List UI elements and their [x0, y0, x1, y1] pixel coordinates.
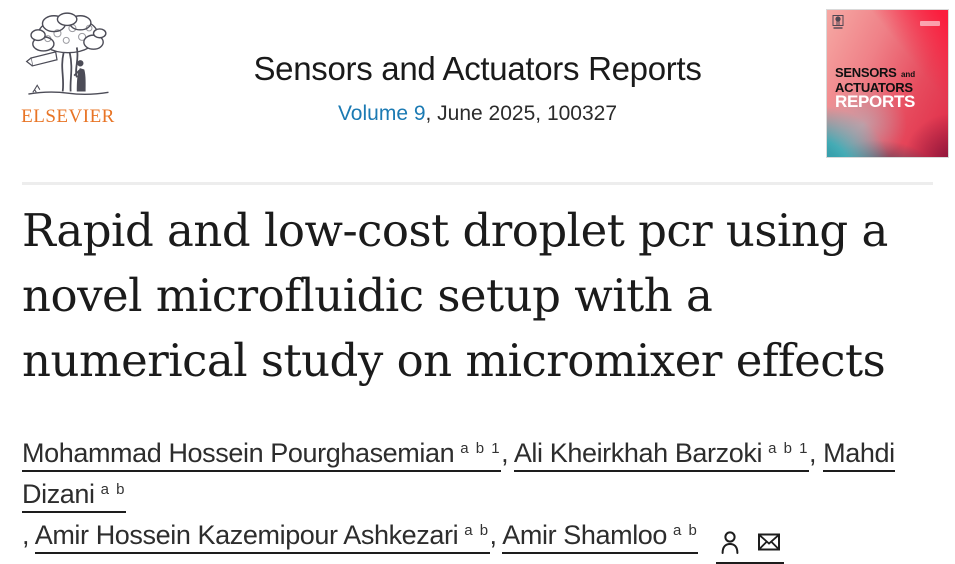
cover-issue-text	[920, 21, 940, 26]
cover-journal-title	[835, 65, 916, 111]
person-icon[interactable]	[718, 529, 742, 555]
cover-word-actuators: ACTUATORS	[835, 80, 913, 95]
elsevier-logo-link[interactable]	[18, 12, 118, 128]
journal-title-link[interactable]: Sensors and Actuators Reports	[253, 50, 702, 87]
corresponding-author-links[interactable]	[716, 520, 784, 564]
journal-cover-art	[827, 10, 948, 157]
article-title-line-2: novel microfluidic setup with a	[22, 269, 713, 322]
article-title-line-1: Rapid and low-cost droplet pcr using a	[22, 204, 888, 257]
volume-line	[140, 102, 815, 126]
author-name: Mahdi Dizani	[22, 438, 895, 509]
author-list	[22, 433, 947, 564]
journal-banner	[140, 50, 815, 126]
journal-cover-thumbnail[interactable]	[827, 10, 948, 157]
cover-elsevier-mark-icon	[832, 15, 844, 29]
author-link-pourghasemian[interactable]	[22, 438, 501, 472]
cover-word-sensors: SENSORS	[835, 65, 897, 80]
author-link-barzoki[interactable]	[514, 438, 809, 472]
author-name: Amir Hossein Kazemipour Ashkezari	[34, 520, 459, 550]
author-name: Ali Kheirkhah Barzoki	[513, 438, 763, 468]
publisher-name: ELSEVIER	[21, 106, 115, 127]
author-line-1	[22, 433, 947, 515]
author-affiliations: a b	[673, 522, 699, 539]
article-title-line-3: numerical study on micromixer effects	[22, 334, 886, 387]
author-affiliations: a b	[100, 481, 126, 498]
author-separator: ,	[808, 438, 824, 468]
cover-word-reports: REPORTS	[835, 92, 916, 111]
author-separator: ,	[489, 520, 503, 550]
header-divider	[22, 182, 933, 185]
author-link-shamloo[interactable]	[502, 520, 698, 554]
volume-link[interactable]: Volume 9	[337, 102, 426, 125]
issue-info: , June 2025, 100327	[425, 102, 618, 125]
elsevier-tree-logo	[24, 12, 112, 104]
cover-word-and: and	[900, 70, 916, 79]
author-line-2	[22, 515, 947, 564]
article-title	[22, 198, 942, 393]
author-affiliations: a b 1	[460, 440, 502, 457]
author-separator: ,	[22, 520, 35, 550]
author-name: Mohammad Hossein Pourghasemian	[22, 438, 455, 468]
author-link-ashkezari[interactable]	[35, 520, 490, 554]
envelope-icon[interactable]	[756, 529, 782, 555]
author-name: Amir Shamloo	[502, 520, 668, 550]
author-affiliations: a b	[464, 522, 490, 539]
author-affiliations: a b 1	[768, 440, 809, 457]
author-separator: ,	[501, 438, 514, 468]
